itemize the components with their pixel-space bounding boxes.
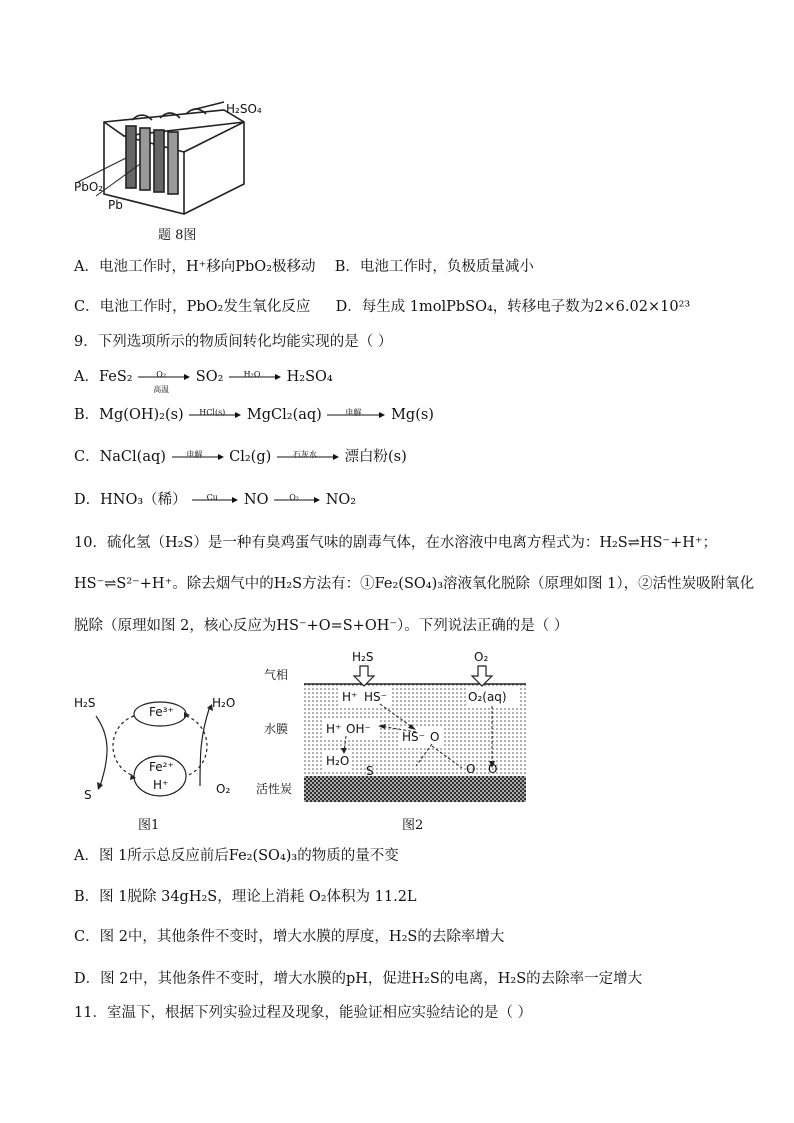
h2s-label: H₂S [352,650,374,664]
gas-phase-label: 气相 [264,668,289,682]
o2aq-label: O₂(aq) [468,690,507,704]
q9-option-c: C．NaCl(aq) 电解 Cl₂(g) 石灰水 漂白粉(s) [74,449,407,465]
reaction-arrow-icon: H₂O [229,368,281,386]
o2-label: O₂ [474,650,489,664]
fe3-label: Fe³⁺ [149,705,174,719]
h2so4-label: H₂SO₄ [226,102,262,116]
pb-label: Pb [108,198,123,212]
q10-stem-line3: 脱除（原理如图 2，核心反应为HS⁻+O=S+OH⁻）。下列说法正确的是（ ） [74,618,569,634]
q8-options-cd [74,296,690,318]
h-ion-label: H⁺ [342,690,358,704]
fe2-label: Fe²⁺ [149,760,174,774]
q8-option-b: B．电池工作时，负极质量减小 [334,259,534,275]
oh-ion-label: OH⁻ [346,722,371,736]
h2s-label: H₂S [74,696,96,710]
reaction-arrow-icon: O₂ 高温 [138,368,190,386]
q11-stem: 11．室温下，根据下列实验过程及现象，能验证相应实验结论的是（ ） [74,1005,533,1021]
h2o-label: H₂O [212,696,236,710]
reaction-arrow-icon: 电解 [327,406,385,424]
reaction-arrow-icon: Cu [192,491,238,509]
q10-stem-line1: 10．硫化氢（H₂S）是一种有臭鸡蛋气味的剧毒气体，在水溶液中电离方程式为：H₂S⇌HS⁻+H⁺； [74,535,718,551]
battery-figure [74,92,274,242]
q8-option-a: A．电池工作时，H⁺移向PbO₂极移动 [74,259,316,275]
h-ion-label: H⁺ [153,778,169,792]
s-label: S [84,788,92,802]
hs-ion-label: HS⁻ [402,730,425,744]
hs-ion-label: HS⁻ [364,690,387,704]
q10-option-d: D．图 2中，其他条件不变时，增大水膜的pH，促进H₂S的电离，H₂S的去除率一定增大 [74,971,643,987]
reaction-arrow-icon: O₂ [274,491,320,509]
fig1-diagram [70,686,250,832]
o2-label: O₂ [216,782,231,796]
q10-option-c: C．图 2中，其他条件不变时，增大水膜的厚度，H₂S的去除率增大 [74,929,505,945]
figure-caption: 图1 [138,818,160,833]
reaction-arrow-icon: 电解 [172,448,224,466]
water-film-label: 水膜 [264,722,289,736]
q10-stem-line2: HS⁻⇌S²⁻+H⁺。除去烟气中的H₂S方法有：①Fe₂(SO₄)₃溶液氧化脱除（原理如图 1），②活性炭吸附氧化 [74,576,755,592]
q8-option-c: C．电池工作时，PbO₂发生氧化反应 [74,299,311,315]
q10-option-a: A．图 1所示总反应前后Fe₂(SO₄)₃的物质的量不变 [74,848,399,864]
q8-options-ab [74,256,534,278]
s-label: S [366,764,374,778]
figure-caption: 题 8图 [158,228,197,243]
reaction-arrow-icon: 石灰水 [277,448,339,466]
o-atom-label: O [430,730,440,744]
pbo2-label: PbO₂ [74,180,104,194]
q10-option-b: B．图 1脱除 34gH₂S，理论上消耗 O₂体积为 11.2L [74,889,417,905]
q9-option-b: B．Mg(OH)₂(s) HCl(s) MgCl₂(aq) 电解 Mg(s) [74,407,434,423]
h2o-label: H₂O [326,754,350,768]
fig2-diagram [256,648,536,834]
q9-option-d: D．HNO₃（稀） Cu NO O₂ NO₂ [74,492,357,508]
reaction-arrow-icon: HCl(s) [189,406,241,424]
o-atom-label: O [488,762,498,776]
activated-carbon-label: 活性炭 [256,782,293,796]
q9-option-a: A．FeS₂ O₂ 高温 SO₂ H₂O H₂SO₄ [74,369,333,394]
figure-caption: 图2 [402,818,424,833]
q9-stem: 9．下列选项所示的物质间转化均能实现的是（ ） [74,334,393,350]
h-ion-label: H⁺ [326,722,342,736]
o-atom-label: O [466,762,476,776]
q8-option-d: D．每生成 1molPbSO₄，转移电子数为2×6.02×10²³ [335,299,691,315]
